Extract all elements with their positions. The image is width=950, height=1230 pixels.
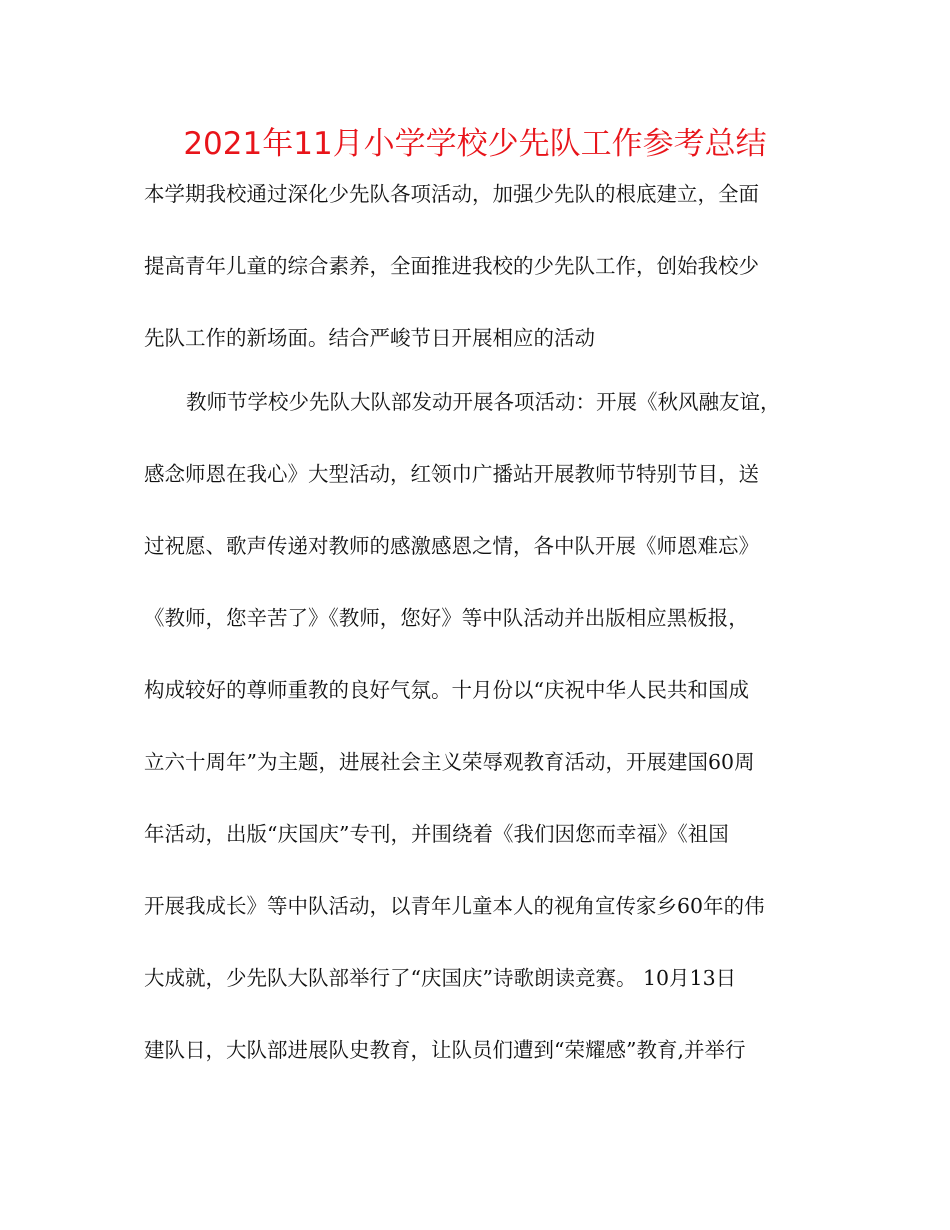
- paragraph-line-4: 教师节学校少先队大队部发动开展各项活动：开展《秋风融友谊，: [186, 390, 781, 414]
- paragraph-line-6: 过祝愿、歌声传递对教师的感激感恩之情，各中队开展《师恩难忘》: [144, 534, 759, 558]
- paragraph-line-2: 提高青年儿童的综合素养，全面推进我校的少先队工作，创始我校少: [144, 254, 759, 278]
- paragraph-line-8: 构成较好的尊师重教的良好气氛。十月份以“庆祝中华人民共和国成: [144, 678, 749, 702]
- paragraph-line-7: 《教师，您辛苦了》《教师，您好》等中队活动并出版相应黑板报，: [144, 606, 749, 630]
- paragraph-line-11: 开展我成长》等中队活动，以青年儿童本人的视角宣传家乡60年的伟: [144, 894, 765, 918]
- paragraph-line-1: 本学期我校通过深化少先队各项活动，加强少先队的根底建立，全面: [144, 182, 759, 206]
- paragraph-line-10: 年活动，出版“庆国庆”专刊，并围绕着《我们因您而幸福》《祖国: [144, 822, 729, 846]
- paragraph-line-3: 先队工作的新场面。结合严峻节日开展相应的活动: [144, 326, 595, 350]
- document-title: 2021年11月小学学校少先队工作参考总结: [183, 126, 767, 162]
- paragraph-line-9: 立六十周年”为主题，进展社会主义荣辱观教育活动，开展建国60周: [144, 750, 755, 774]
- paragraph-line-5: 感念师恩在我心》大型活动，红领巾广播站开展教师节特别节目，送: [144, 462, 759, 486]
- paragraph-line-12: 大成就，少先队大队部举行了“庆国庆”诗歌朗读竞赛。 10月13日: [144, 966, 737, 990]
- paragraph-line-13: 建队日，大队部进展队史教育，让队员们遭到“荣耀感”教育,并举行: [144, 1038, 746, 1062]
